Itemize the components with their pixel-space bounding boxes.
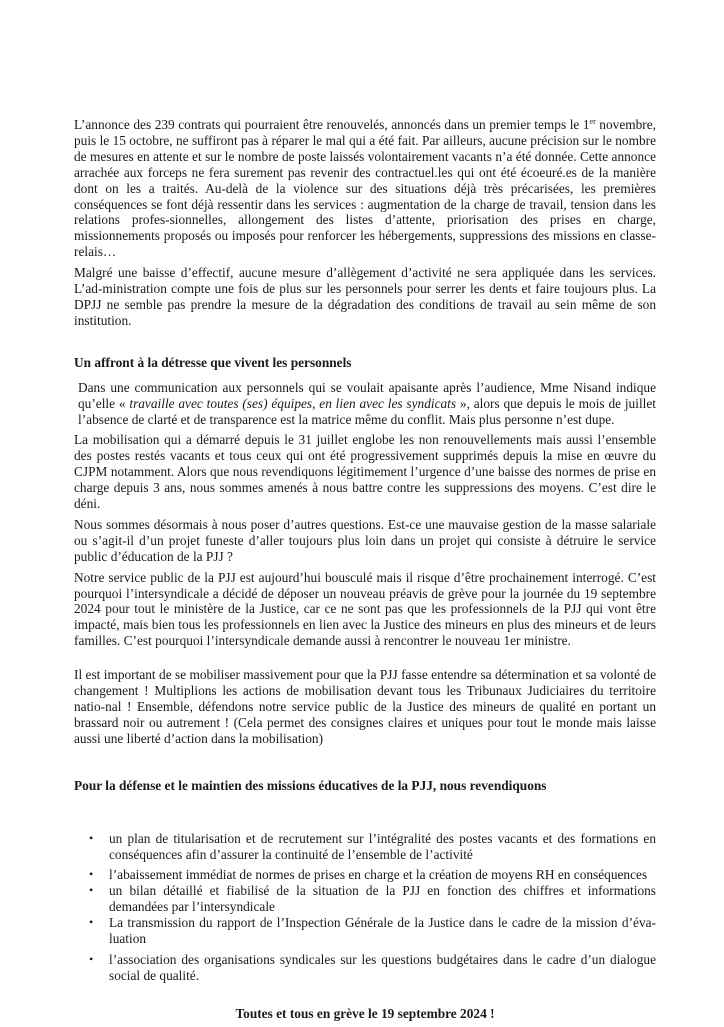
demand-text: l’association des organisations syndicales sur les questions budgétaires dans le cadre d’un dialogue social de qualité. — [109, 951, 656, 983]
demand-item — [74, 952, 656, 984]
section1-paragraph-3: Nous sommes désormais à nous poser d’autres questions. Est-ce une mauvaise gestion de la masse salariale ou s’agit-il d’un projet funeste d’aller toujours plus loin dans un projet qui consiste à détruire le service public d’éducation de la PJJ ? — [74, 516, 656, 564]
intro-paragraph-1-text-b: novembre, puis le 15 octobre, ne suffiront pas à réparer le mal qui a été fait. Par ailleurs, aucune précision sur le nombre de mesures en attente et sur le nombre de poste laissés volontairement vacants n’a été donnée. Cette annonce arrachée aux forceps ne fera surement pas revenir des contractuel.les qui ont été écoeuré.es de la manière dont on les a traités. Au-delà de la violence sur des situations déjà très précarisées, les premières conséquences se font déjà ressentir dans les services : augmentation de la charge de travail, tension dans les relations profes-sionnelles, allongement des listes d’attente, priorisation des prises en charge, missionnements proposés ou imposés pour renforcer les hébergements, suppressions des missions en classe-relais… — [74, 117, 656, 260]
section1-paragraph-4: Notre service public de la PJJ est aujourd’hui bousculé mais il risque d’être prochainement interrogé. C’est pourquoi l’intersyndicale a décidé de déposer un nouveau préavis de grève pour la journée du 19 septembre 2024 pour tout le ministère de la Justice, car ce ne sont pas que les professionnels de la PJJ qui vont être impacté, mais bien tous les professionnels en lien avec la Justice des mineurs en plus des mineurs et de leurs familles. C’est pourquoi l’intersyndicale demande aussi à rencontrer le nouveau 1er ministre. — [74, 569, 656, 649]
section-heading-demands: Pour la défense et le maintien des missions éducatives de la PJJ, nous revendiquons — [74, 777, 547, 793]
intro-paragraph-1 — [74, 117, 656, 260]
bullet-icon: • — [89, 951, 94, 966]
section-heading-affront: Un affront à la détresse que vivent les personnels — [74, 354, 352, 370]
bullet-icon: • — [89, 830, 94, 845]
quote-italic: travaille avec toutes (ses) équipes, en lien avec les syndicats — [129, 395, 457, 411]
demand-text: un bilan détaillé et fiabilisé de la situation de la PJJ en fonction des chiffres et informations demandées par l’intersyndicale — [109, 883, 656, 915]
demand-text: un plan de titularisation et de recrutement sur l’intégralité des postes vacants et des formations en conséquences afin d’assurer la continuité de l’ensemble de l’activité — [109, 830, 656, 862]
ordinal-superscript: er — [589, 117, 596, 126]
intro-paragraph-1-text-a: L’annonce des 239 contrats qui pourraient être renouvelés, annoncés dans un premier temps le 1 — [74, 117, 590, 132]
demand-item — [74, 831, 656, 863]
closing-call-to-strike: Toutes et tous en grève le 19 septembre 2024 ! — [235, 1005, 495, 1021]
bullet-icon: • — [89, 867, 94, 882]
demands-list — [74, 831, 656, 984]
section1-paragraph-1-text-b: », alors que depuis le mois de juillet l’absence de clarté et de transparence est la matrice même du conflit. Mais plus personne n’est dupe. — [78, 395, 656, 427]
bullet-icon: • — [89, 915, 94, 930]
demand-item — [74, 915, 656, 947]
demand-text: l’abaissement immédiat de normes de prises en charge et la création de moyens RH en conséquences — [109, 867, 648, 883]
section1-paragraph-2: La mobilisation qui a démarré depuis le 31 juillet englobe les non renouvellements mais aussi l’ensemble des postes restés vacants et tous ceux qui ont été progressivement supprimés depuis la mise en œuvre du CJPM notamment. Alors que nous revendiquons légitimement l’urgence d’une baisse des normes de prise en charge depuis 3 ans, nous sommes amenés à nous battre contre les suppressions des moyens. C’est dire le déni. — [74, 432, 656, 512]
demand-text: La transmission du rapport de l’Inspection Générale de la Justice dans le cadre de la mission d’éva-luation — [109, 915, 656, 947]
section1-paragraph-5: Il est important de se mobiliser massivement pour que la PJJ fasse entendre sa détermination et sa volonté de changement ! Multiplions les actions de mobilisation devant tous les Tribunaux Judiciaires du territoire natio-nal ! Ensemble, défendons notre service public de la Justice des mineurs de qualité en portant un brassard noir ou autrement ! (Cela permet des consignes claires et uniques pour tout le monde mais laisse aussi une liberté d’action dans la mobilisation) — [74, 667, 656, 746]
demand-item — [74, 883, 656, 915]
document-body — [74, 117, 656, 1027]
section1-paragraph-1 — [74, 380, 656, 428]
demand-item — [74, 867, 656, 883]
section1-paragraph-1-text-a: Dans une communication aux personnels qui se voulait apaisante après l’audience, Mme Nisand indique qu’elle « — [78, 379, 656, 411]
bullet-icon: • — [89, 883, 94, 898]
intro-paragraph-2: Malgré une baisse d’effectif, aucune mesure d’allègement d’activité ne sera appliquée dans les services. L’ad-ministration compte une fois de plus sur les personnels pour serrer les dents et faire toujours plus. La DPJJ ne semble pas prendre la mesure de la dégradation des conditions de travail au sein même de son institution. — [74, 265, 656, 328]
